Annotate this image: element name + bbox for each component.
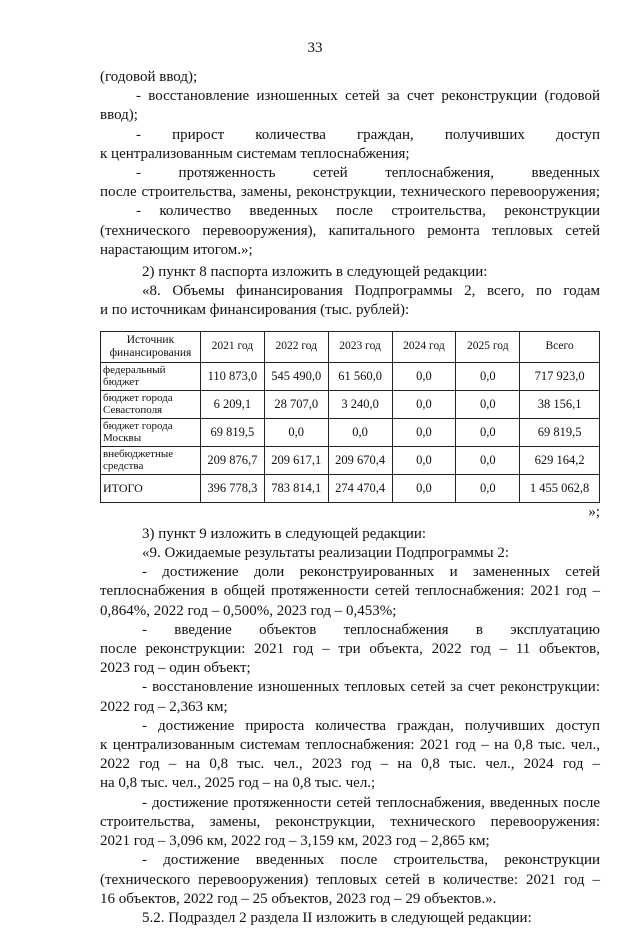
text-line: теплоснабжения в общей протяженности сетей теплоснабжения: 2021 год – — [100, 583, 600, 600]
header-total: Всего — [520, 331, 600, 362]
financing-table — [100, 331, 600, 503]
text-line: (годовой ввод); — [100, 69, 198, 85]
text-line: - протяженность сетей теплоснабжения, введенных — [136, 165, 600, 182]
table-total-row — [101, 474, 600, 502]
text-line: - достижение введенных после строительства, реконструкции — [142, 852, 600, 869]
cell-value: 61 560,0 — [328, 362, 392, 390]
text-line: - достижение протяженности сетей теплоснабжения, введенных после — [142, 794, 600, 811]
text-line: - восстановление изношенных сетей за счет реконструкции (годовой — [136, 88, 600, 105]
text-line: 2022 год – 2,363 км; — [100, 698, 228, 715]
table-row — [101, 418, 600, 446]
row-source: бюджет города Москвы — [101, 418, 201, 446]
cell-value: 0,0 — [456, 474, 520, 502]
text-line: «8. Объемы финансирования Подпрограммы 2, всего, по годам — [142, 283, 600, 300]
cell-value: 0,0 — [392, 418, 456, 446]
cell-total: 38 156,1 — [520, 390, 600, 418]
cell-value: 209 876,7 — [200, 446, 264, 474]
document-body — [100, 68, 600, 928]
text-line: к централизованным системам теплоснабжения: 2021 год – на 0,8 тыс. чел., — [100, 737, 600, 754]
text-line: ввод); — [100, 107, 138, 124]
cell-value: 274 470,4 — [328, 474, 392, 502]
cell-total: 69 819,5 — [520, 418, 600, 446]
table-header-row — [101, 331, 600, 362]
row-source: бюджет города Севастополя — [101, 390, 201, 418]
table-row — [101, 390, 600, 418]
row-source-total: ИТОГО — [101, 474, 201, 502]
cell-value: 69 819,5 — [200, 418, 264, 446]
text-line: к централизованным системам теплоснабжения; — [100, 145, 410, 162]
text-line: - достижение прироста количества граждан, получивших доступ — [142, 717, 600, 734]
header-2025: 2025 год — [456, 331, 520, 362]
header-2021: 2021 год — [200, 331, 264, 362]
cell-value: 0,0 — [392, 474, 456, 502]
cell-value: 0,0 — [456, 362, 520, 390]
text-line: строительства, замены, реконструкции, технического перевооружения: — [100, 813, 600, 830]
page-number: 33 — [307, 40, 323, 56]
text-line: нарастающим итогом.»; — [100, 241, 253, 258]
text-line: «9. Ожидаемые результаты реализации Подпрограммы 2: — [142, 545, 509, 562]
cell-value: 110 873,0 — [200, 362, 264, 390]
text-line: 0,864%, 2022 год – 0,500%, 2023 год – 0,453%; — [100, 602, 397, 619]
row-source: внебюджетные средства — [101, 446, 201, 474]
text-line: 3) пункт 9 изложить в следующей редакции: — [142, 525, 427, 542]
text-line: 2022 год – на 0,8 тыс. чел., 2023 год – на 0,8 тыс. чел., 2024 год – — [100, 756, 600, 773]
text-line: 2023 год – один объект; — [100, 660, 251, 677]
cell-value: 0,0 — [328, 418, 392, 446]
cell-value: 6 209,1 — [200, 390, 264, 418]
text-line: 2021 год – 3,096 км, 2022 год – 3,159 км, 2023 год – 2,865 км; — [100, 833, 490, 850]
cell-value: 783 814,1 — [264, 474, 328, 502]
text-line: (технического перевооружения), капитального ремонта тепловых сетей — [100, 222, 600, 239]
row-source: федеральный бюджет — [101, 362, 201, 390]
text-line: - введение объектов теплоснабжения в эксплуатацию — [142, 621, 600, 638]
text-line: (технического перевооружения) тепловых сетей в количестве: 2021 год – — [100, 871, 600, 888]
header-2022: 2022 год — [264, 331, 328, 362]
cell-value: 0,0 — [456, 446, 520, 474]
cell-value: 396 778,3 — [200, 474, 264, 502]
text-line: - количество введенных после строительства, реконструкции — [136, 203, 600, 220]
table-row — [101, 446, 600, 474]
cell-total: 717 923,0 — [520, 362, 600, 390]
cell-value: 0,0 — [456, 390, 520, 418]
text-line: и по источникам финансирования (тыс. рублей): — [100, 302, 410, 319]
cell-value: 0,0 — [392, 446, 456, 474]
header-source: Источник финансирования — [101, 331, 201, 362]
header-2024: 2024 год — [392, 331, 456, 362]
cell-value: 0,0 — [264, 418, 328, 446]
text-line: 5.2. Подраздел 2 раздела II изложить в следующей редакции: — [142, 909, 532, 926]
text-line: - восстановление изношенных тепловых сетей за счет реконструкции: — [142, 679, 600, 696]
cell-value: 3 240,0 — [328, 390, 392, 418]
cell-value: 545 490,0 — [264, 362, 328, 390]
cell-total: 629 164,2 — [520, 446, 600, 474]
cell-total: 1 455 062,8 — [520, 474, 600, 502]
text-line: 2) пункт 8 паспорта изложить в следующей редакции: — [142, 264, 488, 281]
text-line: - достижение доли реконструированных и замененных сетей — [142, 564, 600, 581]
cell-value: 209 670,4 — [328, 446, 392, 474]
cell-value: 0,0 — [456, 418, 520, 446]
table-row — [101, 362, 600, 390]
text-line: после реконструкции: 2021 год – три объекта, 2022 год – 11 объектов, — [100, 641, 600, 658]
text-line: - прирост количества граждан, получивших доступ — [136, 126, 600, 143]
header-2023: 2023 год — [328, 331, 392, 362]
text-line: после строительства, замены, реконструкции, технического перевооружения; — [100, 184, 600, 201]
cell-value: 0,0 — [392, 362, 456, 390]
cell-value: 28 707,0 — [264, 390, 328, 418]
text-line: на 0,8 тыс. чел., 2025 год – на 0,8 тыс. чел.; — [100, 775, 376, 792]
close-quote: »; — [588, 503, 600, 520]
text-line: 16 объектов, 2022 год – 25 объектов, 2023 год – 29 объектов.». — [100, 890, 497, 907]
cell-value: 209 617,1 — [264, 446, 328, 474]
cell-value: 0,0 — [392, 390, 456, 418]
